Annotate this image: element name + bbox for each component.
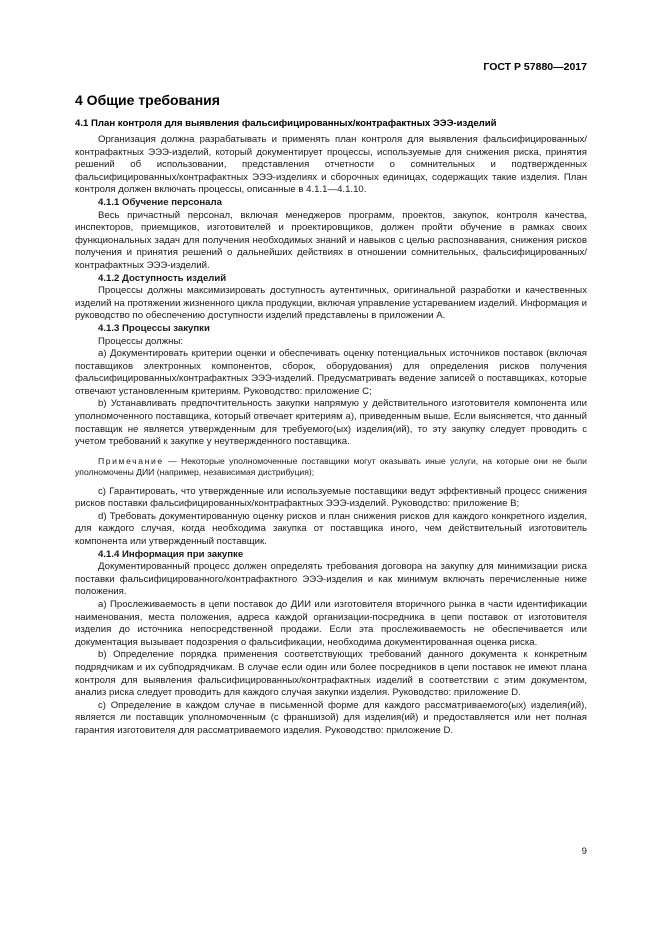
section-title: 4 Общие требования	[75, 92, 220, 108]
heading-4-1-4: 4.1.4 Информация при закупке	[98, 548, 244, 560]
note-text: — Некоторые уполномоченные поставщики могут оказывать иные услуги, на которые они не были уполномочены ДИИ (например, независимая дистрибуция);	[75, 455, 587, 478]
list-item: a) Документировать критерии оценки и обеспечивать оценку потенциальных источников поставок (включая поставщиков электронных компонентов, сборок, оборудования) для определения рисков получения фальсифицированных/контрафактных ЭЭЭ-изделий. Предусматривать ведение записей о поставщиках, которые отвечают установленным критериям. Руководство: приложение С;	[75, 348, 587, 397]
body-text	[75, 134, 587, 738]
paragraph: Организация должна разрабатывать и применять план контроля для выявления фальсифицированных/контрафактных ЭЭЭ-изделий, который документирует процессы, используемые для снижения риска, принятия решений об использовании, представления отчетности о сомнительных и подтвержденных фальсифицированных/контрафактных ЭЭЭ-изделиях и сборочных единицах, содержащих такие изделия. План контроля должен включать процессы, описанные в 4.1.1—4.1.10.	[75, 134, 587, 196]
list-item: b) Определение порядка применения соответствующих требований данного документа к конкретным подрядчикам и их субподрядчикам. В случае если один или более посредников в цепи поставок не имеют плана контроля для выявления фальсифицированных/контрафактных изделий в соответствии с этим документом, анализ риска следует проводить для каждого случая закупки изделия. Руководство: приложение D.	[75, 649, 587, 699]
heading-4-1-2: 4.1.2 Доступность изделий	[98, 272, 227, 284]
subsection-title: 4.1 План контроля для выявления фальсифицированных/контрафактных ЭЭЭ-изделий	[75, 118, 497, 129]
list-item: d) Требовать документированную оценку рисков и план снижения рисков для каждого конкретного изделия, для каждого случая, когда необходима закупка от поставщика иного, чем действительный изготовитель компонента или утвержденный поставщик.	[75, 510, 587, 548]
document-standard-id: ГОСТ Р 57880—2017	[483, 61, 587, 73]
paragraph: Весь причастный персонал, включая менеджеров программ, проектов, закупок, контроля качества, инспекторов, приемщиков, изготовителей и проектировщиков, должен пройти обучение в рамках своих функциональных задач для получения необходимых знаний и навыков с целью распознавания, снижения рисков получения и принятия решений о дальнейших действиях в отношении сомнительных, фальсифицированных/контрафактных ЭЭЭ-изделий.	[75, 209, 587, 271]
list-item: b) Устанавливать предпочтительность закупки напрямую у действительного изготовителя компонента или уполномоченного поставщика, который отвечает критериям а), приведенным выше. Если выясняется, что данный поставщик не является утвержденным для требуемого(ых) изделия(ий), то эту закупку следует проводить с учетом требований к закупке у неутвержденного поставщика.	[75, 398, 587, 448]
paragraph: Документированный процесс должен определять требования договора на закупку для минимизации риска поставки фальсифицированного/контрафактного ЭЭЭ-изделия и как минимум включать перечисленные ниже положения.	[75, 561, 587, 598]
list-item: c) Определение в каждом случае в письменной форме для каждого рассматриваемого(ых) изделия(ий), является ли поставщик уполномоченным (с франшизой) для изделия(ий) и предоставляется или нет полная гарантия изготовителя для рассматриваемого изделия. Руководство: приложение D.	[75, 699, 587, 736]
page-number: 9	[581, 846, 587, 857]
list-item: c) Гарантировать, что утвержденные или используемые поставщики ведут эффективный процесс снижения рисков поставки фальсифицированных/контрафактных ЭЭЭ-изделий. Руководство: приложение В;	[75, 485, 587, 510]
heading-4-1-3: 4.1.3 Процессы закупки	[98, 322, 210, 334]
list-item: a) Прослеживаемость в цепи поставок до ДИИ или изготовителя вторичного рынка в части идентификации наименования, места положения, адреса каждой организации-посредника в цепи поставок от изготовителя изделия до источника непосредственной продажи. Если эта прослеживаемость не обеспечивается или документация вызывает подозрения о фальсификации, необходима документированная оценка риска.	[75, 599, 587, 648]
heading-4-1-1: 4.1.1 Обучение персонала	[98, 196, 222, 208]
note-label: Примечание	[98, 455, 164, 466]
note	[75, 456, 587, 479]
paragraph: Процессы должны:	[98, 335, 184, 347]
paragraph: Процессы должны максимизировать доступность аутентичных, оригинальной разработки и качественных изделий на протяжении жизненного цикла продукции, включая управление устареванием изделий. Информация и руководство по обеспечению доступности изделий представлены в приложении А.	[75, 285, 587, 322]
